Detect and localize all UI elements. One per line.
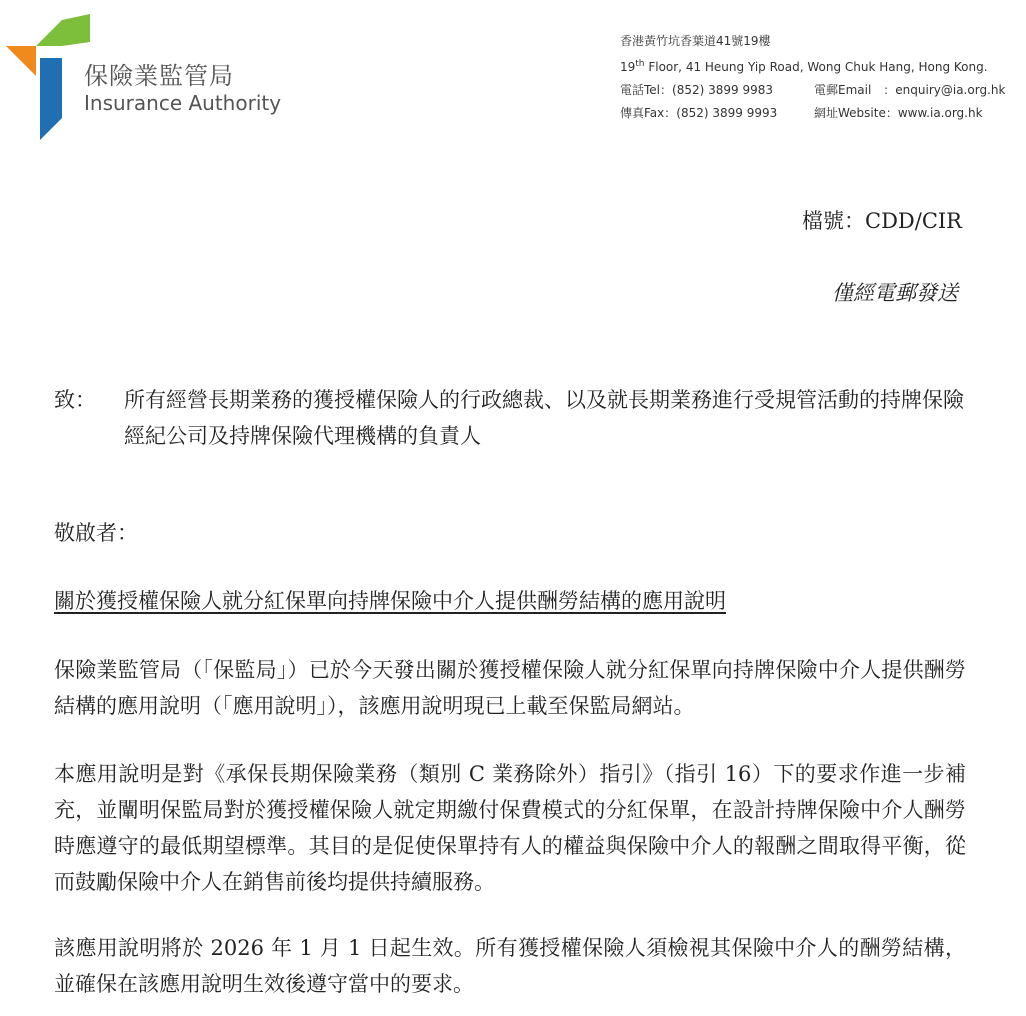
recipient-text: 所有經營長期業務的獲授權保險人的行政總裁、以及就長期業務進行受規管活動的持牌保險經紀公司及持牌保險代理機構的負責人 [124, 388, 964, 448]
logo-name-zh: 保險業監管局 [84, 62, 234, 90]
contact-block [620, 30, 1020, 125]
subject-heading: 關於獲授權保險人就分紅保單向持牌保險中介人提供酬勞結構的應用說明 [54, 589, 726, 613]
address-street: Floor, 41 Heung Yip Road, Wong Chuk Hang, Hong Kong. [644, 60, 988, 74]
email-address: 電郵Email ：enquiry@ia.org.hk [814, 83, 1006, 97]
address-zh: 香港黃竹坑香葉道41號19樓 [620, 34, 771, 48]
paragraph-1: 保險業監管局（「保監局」）已於今天發出關於獲授權保險人就分紅保單向持牌保險中介人提供酬勞結構的應用說明（「應用說明」），該應用說明現已上載至保監局網站。 [54, 658, 966, 718]
fax: 傳真Fax：(852) 3899 9993 [620, 106, 778, 120]
telephone: 電話Tel：(852) 3899 9983 [620, 83, 773, 97]
contact-row-1 [620, 79, 1020, 102]
address-floor: 19 [620, 60, 636, 74]
contact-row-2 [620, 102, 1020, 125]
recipient-label: 致： [54, 388, 96, 412]
salutation: 敬啟者： [54, 521, 138, 545]
logo-name-en: Insurance Authority [84, 91, 282, 115]
logo-blue-shape [40, 58, 62, 140]
address-floor-suffix: th [635, 59, 645, 69]
file-reference: 檔號：CDD/CIR [802, 209, 962, 233]
logo-orange-shape [6, 46, 36, 76]
website: 網址Website：www.ia.org.hk [814, 106, 983, 120]
logo-green-shape [36, 14, 90, 46]
address-en [620, 53, 1020, 79]
delivery-note: 僅經電郵發送 [832, 281, 958, 305]
paragraph-2: 本應用說明是對《承保長期保險業務（類別 C 業務除外）指引》（指引 16）下的要求作進一步補充，並闡明保監局對於獲授權保險人就定期繳付保費模式的分紅保單，在設計持牌保險中介人酬勞時應遵守的最低期望標準。其目的是促使保單持有人的權益與保險中介人的報酬之間取得平衡，從而鼓勵保險中介人在銷售前後均提供持續服務。 [54, 762, 966, 894]
logo-wordmark [84, 62, 281, 116]
paragraph-3: 該應用說明將於 2026 年 1 月 1 日起生效。所有獲授權保險人須檢視其保險中介人的酬勞結構，並確保在該應用說明生效後遵守當中的要求。 [54, 936, 966, 996]
